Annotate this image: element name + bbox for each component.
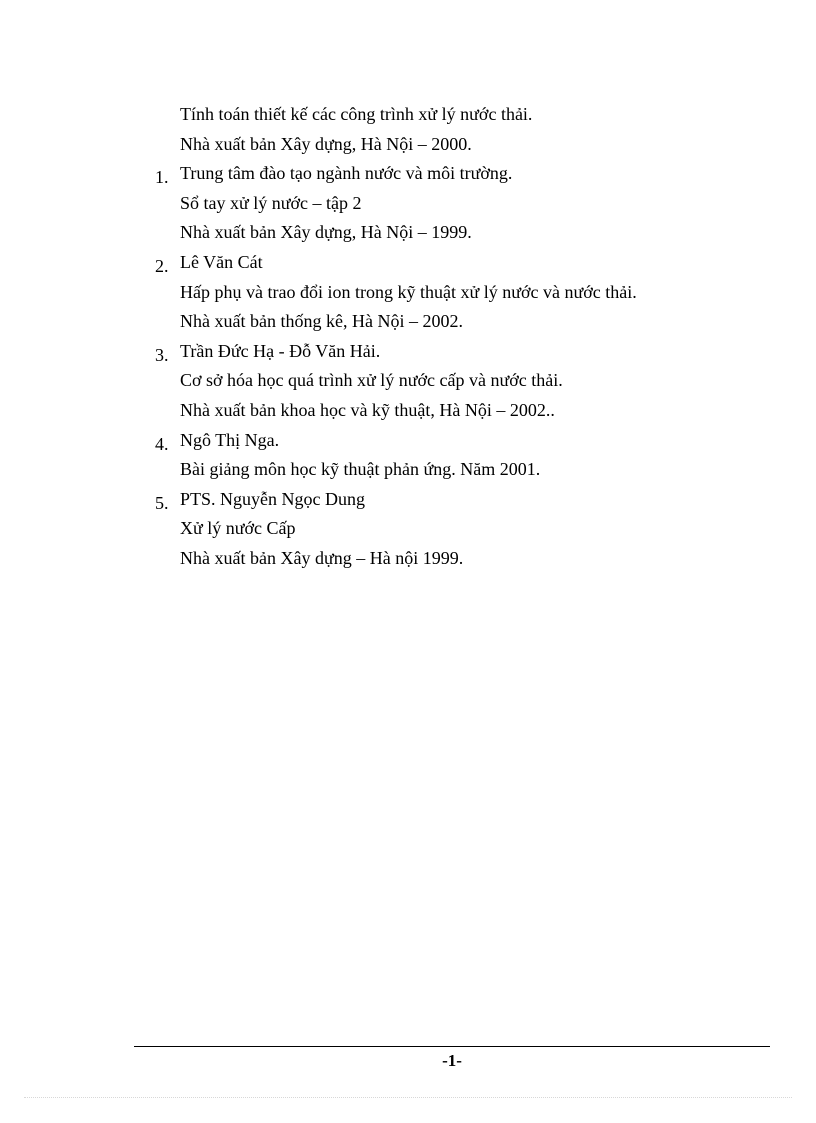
reference-line: Lê Văn Cát xyxy=(180,251,263,272)
reference-item xyxy=(155,100,775,159)
footer-divider xyxy=(134,1046,770,1047)
reference-number: 4. xyxy=(155,433,169,454)
reference-number: 2. xyxy=(155,255,169,276)
reference-text xyxy=(180,248,775,337)
reference-line: Bài giảng môn học kỹ thuật phản ứng. Năm 2001. xyxy=(180,459,541,480)
reference-item xyxy=(155,337,775,426)
reference-line: Nhà xuất bản Xây dựng, Hà Nội – 1999. xyxy=(180,222,472,243)
page-bottom-border xyxy=(24,1097,792,1098)
reference-item xyxy=(155,248,775,337)
reference-line: Nhà xuất bản Xây dựng – Hà nội 1999. xyxy=(180,547,464,568)
reference-line: Ngô Thị Nga. xyxy=(180,429,280,450)
reference-line: Tính toán thiết kế các công trình xử lý nước thải. xyxy=(180,104,533,124)
reference-line: PTS. Nguyễn Ngọc Dung xyxy=(180,488,365,509)
reference-line: Trung tâm đào tạo ngành nước và môi trường. xyxy=(180,163,513,184)
reference-number: 3. xyxy=(155,344,169,365)
reference-line: Xử lý nước Cấp xyxy=(180,518,296,539)
reference-number: 5. xyxy=(155,492,169,513)
reference-text xyxy=(180,159,775,248)
reference-text xyxy=(180,337,775,426)
reference-item xyxy=(155,426,775,485)
reference-line: Hấp phụ và trao đổi ion trong kỹ thuật xử lý nước và nước thải. xyxy=(180,281,637,302)
reference-line: Trần Đức Hạ - Đỗ Văn Hải. xyxy=(180,340,381,361)
reference-number: 1. xyxy=(155,167,169,188)
reference-line: Nhà xuất bản Xây dựng, Hà Nội – 2000. xyxy=(180,133,472,154)
reference-line: Nhà xuất bản khoa học và kỹ thuật, Hà Nội – 2002.. xyxy=(180,399,555,420)
reference-text xyxy=(180,426,775,485)
reference-line: Nhà xuất bản thống kê, Hà Nội – 2002. xyxy=(180,311,463,332)
reference-text xyxy=(180,485,775,574)
reference-item xyxy=(155,159,775,248)
reference-text xyxy=(180,100,775,159)
page-number: -1- xyxy=(442,1051,462,1070)
reference-line: Cơ sở hóa học quá trình xử lý nước cấp và nước thải. xyxy=(180,370,563,391)
reference-line: Sổ tay xử lý nước – tập 2 xyxy=(180,192,362,213)
reference-list xyxy=(155,100,775,574)
reference-item xyxy=(155,485,775,574)
